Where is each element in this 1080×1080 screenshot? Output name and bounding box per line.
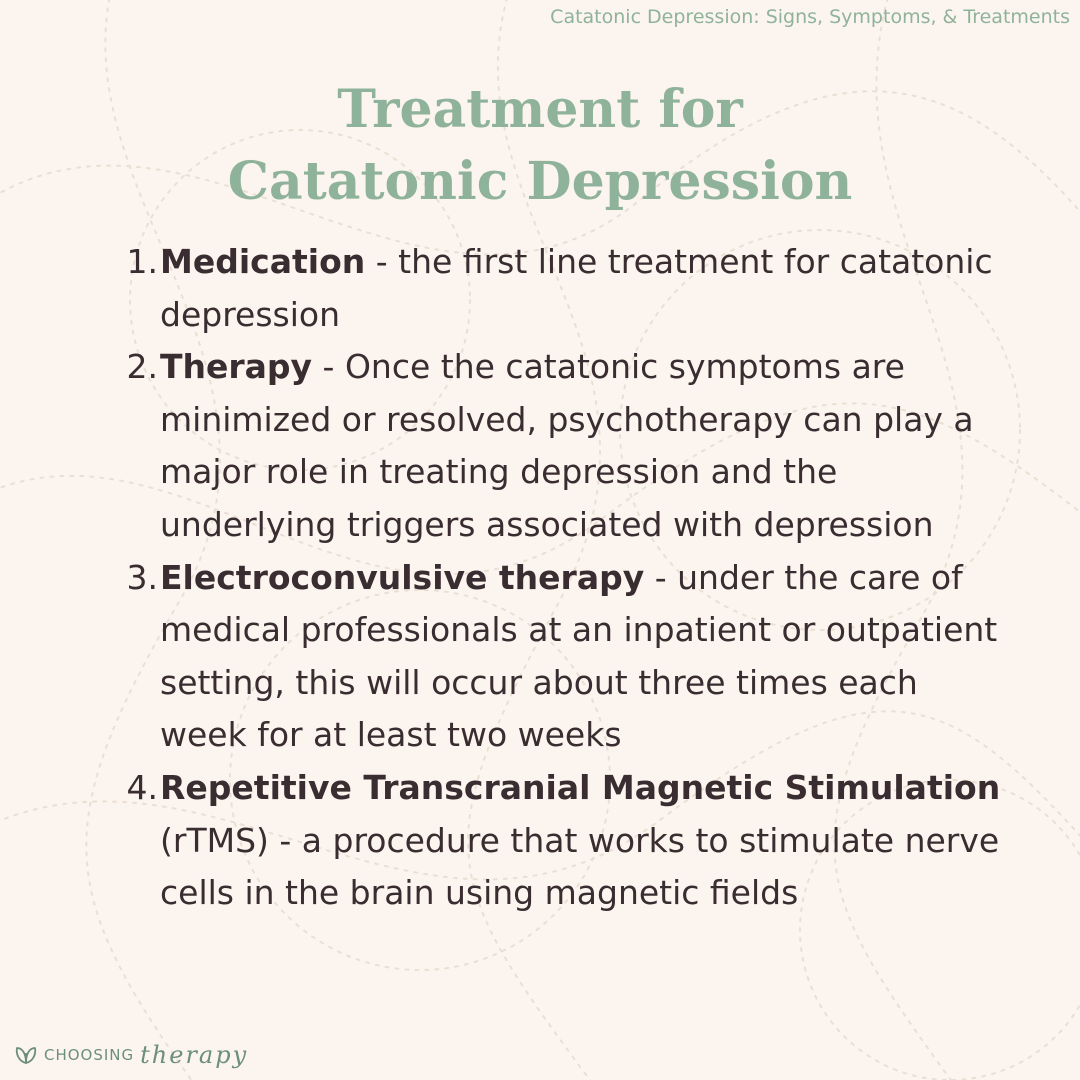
treatment-description: (rTMS) - a procedure that works to stimulate nerve cells in the brain using magnetic fields	[160, 820, 1000, 913]
treatment-name: Therapy	[160, 347, 313, 387]
header-subtitle: Catatonic Depression: Signs, Symptoms, & Treatments	[550, 6, 1070, 28]
treatment-name: Medication	[160, 242, 366, 281]
list-item-number: 4.	[126, 767, 158, 807]
list-item	[0, 762, 1080, 920]
treatment-list	[0, 236, 1080, 920]
list-item	[0, 236, 1080, 341]
list-item	[0, 341, 1080, 551]
brand-word: CHOOSING	[44, 1046, 135, 1064]
brand-logo	[14, 1038, 248, 1072]
treatment-name: Electroconvulsive therapy	[160, 557, 645, 597]
list-item-number: 1.	[126, 242, 158, 281]
treatment-description: - Once the catatonic symptoms are minimized or resolved, psychotherapy can play a major role in treating depression and the underlying triggers associated with depression	[160, 347, 974, 544]
title-line-1: Treatment for	[337, 79, 743, 140]
page-title	[0, 74, 1080, 218]
list-item-number: 3.	[126, 557, 158, 597]
brand-script: therapy	[140, 1041, 249, 1069]
treatment-name: Repetitive Transcranial Magnetic Stimulation	[160, 767, 1001, 807]
treatment-description: - the first line treatment for catatonic depression	[160, 242, 993, 334]
treatment-description: - under the care of medical professionals at an inpatient or outpatient setting, this will occur about three times each week for at least two weeks	[160, 557, 998, 755]
list-item-number: 2.	[126, 347, 158, 387]
list-item	[0, 552, 1080, 762]
title-line-2: Catatonic Depression	[227, 151, 853, 212]
leaf-icon	[14, 1045, 38, 1065]
